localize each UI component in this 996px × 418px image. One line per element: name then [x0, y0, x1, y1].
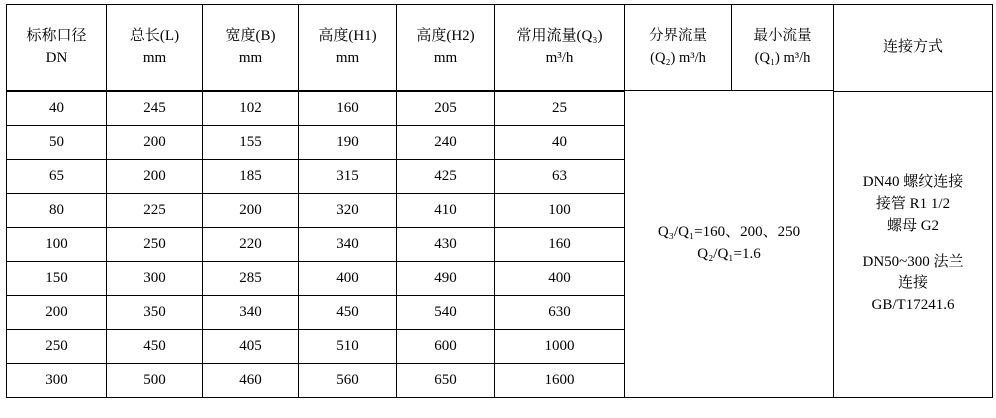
cell-h1: 450: [299, 296, 397, 330]
cell-width: 285: [203, 262, 299, 296]
header-width: [203, 5, 299, 91]
cell-h1: 560: [299, 364, 397, 398]
cell-length: 200: [107, 126, 203, 160]
header-min-flow-line2: (Q₁) m³/h: [754, 49, 811, 66]
cell-length: 245: [107, 92, 203, 126]
cell-q3: 630: [495, 296, 625, 330]
cell-h1: 315: [299, 160, 397, 194]
header-split-flow-line2: (Q₂) m³/h: [650, 49, 706, 66]
cell-length: 500: [107, 364, 203, 398]
cell-h2: 650: [397, 364, 495, 398]
header-width-line1: 宽度(B): [225, 27, 276, 44]
cell-dn: 100: [7, 228, 107, 262]
connection-line5: 连接: [897, 275, 928, 292]
cell-h1: 340: [299, 228, 397, 262]
cell-dn: 65: [7, 160, 107, 194]
header-min-flow: [732, 5, 834, 91]
cell-q3: 100: [495, 194, 625, 228]
cell-h1: 190: [299, 126, 397, 160]
cell-q3: 1600: [495, 364, 625, 398]
connection-line2: 接管 R1 1/2: [875, 196, 951, 212]
cell-h2: 205: [397, 92, 495, 126]
cell-dn: 150: [7, 262, 107, 296]
header-common-flow-line1: 常用流量(Q₃): [516, 27, 603, 44]
cell-dn: 50: [7, 126, 107, 160]
cell-h2: 240: [397, 126, 495, 160]
flow-ratio-line2: Q₂/Q₁=1.6: [697, 246, 761, 262]
cell-length: 250: [107, 228, 203, 262]
cell-h1: 510: [299, 330, 397, 364]
cell-q3: 25: [495, 92, 625, 126]
header-connection-type-label: 连接方式: [882, 39, 943, 56]
cell-width: 155: [203, 126, 299, 160]
cell-width: 102: [203, 92, 299, 126]
header-nominal-diameter-line1: 标称口径: [26, 27, 87, 44]
header-height-h2: [397, 5, 495, 91]
header-height-h2-unit: mm: [433, 49, 458, 66]
cell-q3: 400: [495, 262, 625, 296]
cell-q3: 1000: [495, 330, 625, 364]
header-split-flow-line1: 分界流量: [649, 28, 707, 45]
cell-h2: 490: [397, 262, 495, 296]
connection-line6: GB/T17241.6: [871, 297, 955, 313]
cell-h1: 160: [299, 92, 397, 126]
cell-width: 340: [203, 296, 299, 330]
flow-ratio-line1: Q₃/Q₁=160、200、250: [657, 224, 801, 241]
connection-line3: 螺母 G2: [886, 217, 940, 234]
header-total-length-line1: 总长(L): [129, 27, 180, 44]
table-row: [7, 92, 993, 126]
header-connection-type: [834, 5, 993, 92]
connection-gap: [834, 238, 992, 252]
header-common-flow: [495, 5, 625, 91]
connection-detail-cell: [834, 92, 993, 398]
cell-h1: 320: [299, 194, 397, 228]
cell-length: 225: [107, 194, 203, 228]
header-common-flow-unit: m³/h: [545, 49, 574, 66]
cell-width: 220: [203, 228, 299, 262]
header-total-length: [107, 5, 203, 91]
cell-dn: 300: [7, 364, 107, 398]
cell-q3: 160: [495, 228, 625, 262]
flow-ratio-cell: [625, 91, 834, 398]
table-header-row: [7, 5, 993, 91]
header-height-h1-unit: mm: [335, 49, 360, 66]
cell-h2: 425: [397, 160, 495, 194]
cell-h2: 430: [397, 228, 495, 262]
connection-line4: DN50~300 法兰: [862, 253, 964, 270]
cell-dn: 40: [7, 92, 107, 126]
cell-length: 350: [107, 296, 203, 330]
cell-length: 300: [107, 262, 203, 296]
header-split-flow: [625, 5, 732, 91]
header-width-unit: mm: [238, 49, 263, 66]
cell-h2: 410: [397, 194, 495, 228]
cell-width: 185: [203, 160, 299, 194]
cell-length: 450: [107, 330, 203, 364]
cell-h2: 600: [397, 330, 495, 364]
cell-width: 200: [203, 194, 299, 228]
header-height-h1-line1: 高度(H1): [318, 27, 377, 44]
cell-width: 460: [203, 364, 299, 398]
cell-dn: 80: [7, 194, 107, 228]
cell-width: 405: [203, 330, 299, 364]
cell-q3: 40: [495, 126, 625, 160]
connection-line1: DN40 螺纹连接: [862, 174, 964, 191]
header-height-h1: [299, 5, 397, 91]
cell-dn: 200: [7, 296, 107, 330]
header-nominal-diameter: [7, 5, 107, 91]
header-min-flow-line1: 最小流量: [753, 28, 812, 45]
cell-length: 200: [107, 160, 203, 194]
cell-q3: 63: [495, 160, 625, 194]
header-total-length-unit: mm: [142, 49, 167, 66]
cell-h1: 400: [299, 262, 397, 296]
header-height-h2-line1: 高度(H2): [416, 27, 475, 44]
cell-h2: 540: [397, 296, 495, 330]
header-nominal-diameter-line2: DN: [45, 49, 68, 66]
specification-table: [6, 4, 993, 398]
cell-dn: 250: [7, 330, 107, 364]
